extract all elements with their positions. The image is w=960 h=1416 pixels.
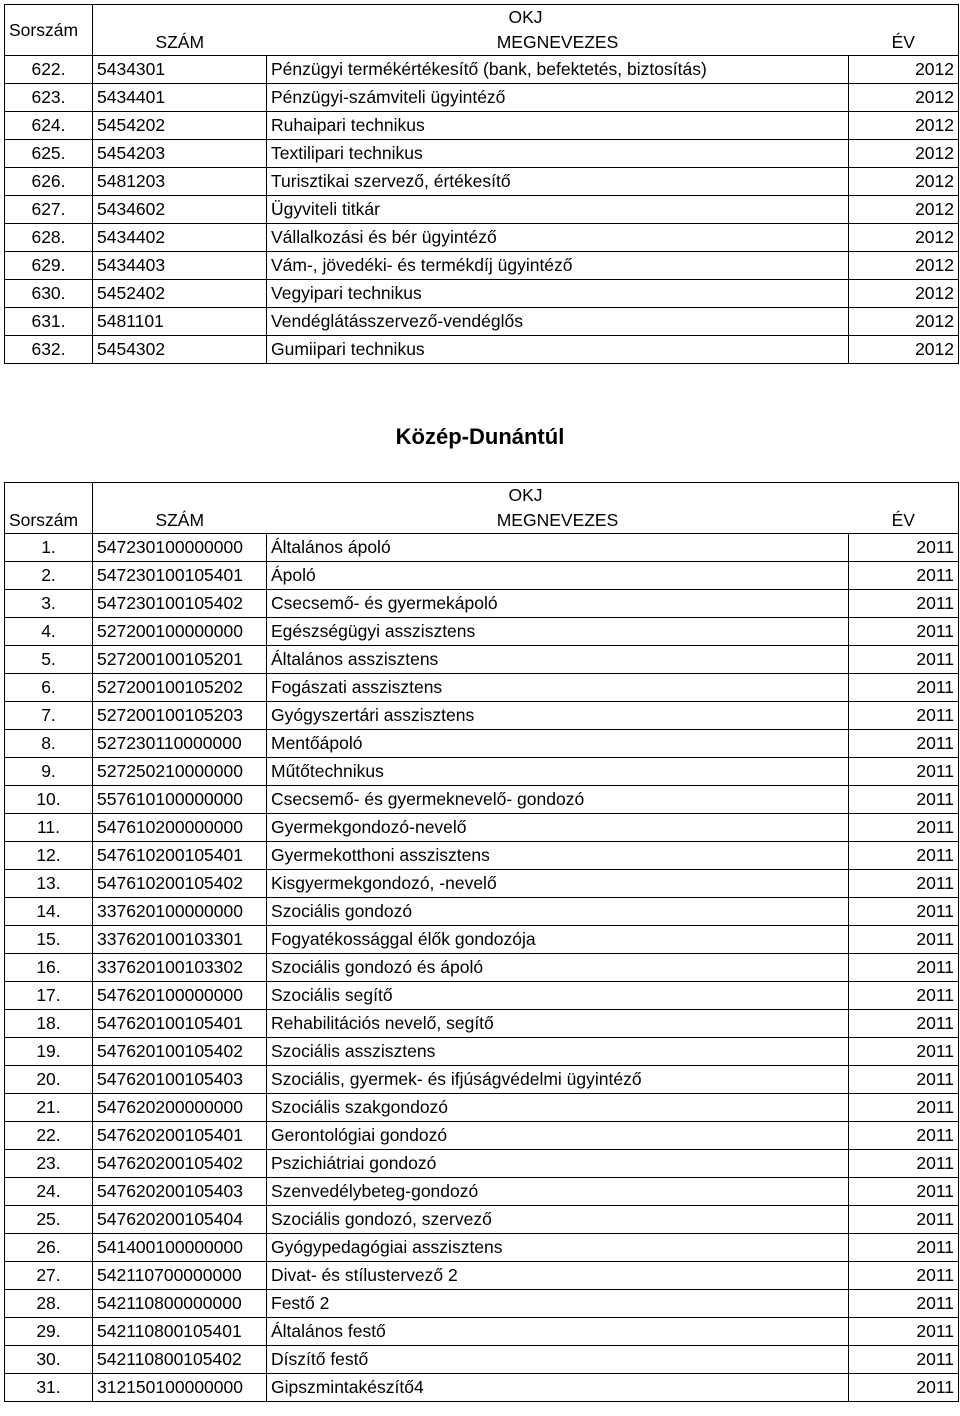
- row-number: 16.: [5, 954, 93, 982]
- row-number: 19.: [5, 1038, 93, 1066]
- row-year: 2011: [849, 702, 959, 730]
- row-year: 2011: [849, 590, 959, 618]
- table-row: [5, 1178, 959, 1206]
- row-name: Szenvedélybeteg-gondozó: [267, 1178, 849, 1206]
- header-ev: ÉV: [849, 508, 959, 534]
- row-year: 2012: [849, 252, 959, 280]
- header-spacer: [5, 483, 93, 509]
- table-row: [5, 1150, 959, 1178]
- table-header-row: [5, 483, 959, 509]
- row-year: 2011: [849, 1150, 959, 1178]
- row-okj-code: 5452402: [93, 280, 267, 308]
- table-row: [5, 870, 959, 898]
- table-row: [5, 1234, 959, 1262]
- row-number: 7.: [5, 702, 93, 730]
- row-year: 2011: [849, 786, 959, 814]
- table-row: [5, 982, 959, 1010]
- header-szam: SZÁM: [93, 508, 267, 534]
- row-okj-code: 527200100105203: [93, 702, 267, 730]
- table-row: [5, 702, 959, 730]
- row-number: 631.: [5, 308, 93, 336]
- table-row: [5, 280, 959, 308]
- row-year: 2011: [849, 954, 959, 982]
- row-okj-code: 542110800105402: [93, 1346, 267, 1374]
- row-year: 2011: [849, 1290, 959, 1318]
- row-number: 630.: [5, 280, 93, 308]
- row-okj-code: 527250210000000: [93, 758, 267, 786]
- table-row: [5, 758, 959, 786]
- row-name: Ápoló: [267, 562, 849, 590]
- row-name: Általános festő: [267, 1318, 849, 1346]
- row-okj-code: 547610200000000: [93, 814, 267, 842]
- row-name: Pszichiátriai gondozó: [267, 1150, 849, 1178]
- table-row: [5, 954, 959, 982]
- row-okj-code: 547620100105403: [93, 1066, 267, 1094]
- row-okj-code: 542110800000000: [93, 1290, 267, 1318]
- row-year: 2011: [849, 814, 959, 842]
- table-row: [5, 56, 959, 84]
- table-row: [5, 590, 959, 618]
- row-okj-code: 542110800105401: [93, 1318, 267, 1346]
- table-row: [5, 786, 959, 814]
- row-year: 2012: [849, 224, 959, 252]
- row-number: 26.: [5, 1234, 93, 1262]
- row-number: 5.: [5, 646, 93, 674]
- table-row: [5, 1318, 959, 1346]
- row-name: Csecsemő- és gyermeknevelő- gondozó: [267, 786, 849, 814]
- table-row: [5, 1094, 959, 1122]
- table-row: [5, 1038, 959, 1066]
- table-header-row: [5, 5, 959, 31]
- table-row: [5, 140, 959, 168]
- row-year: 2011: [849, 1206, 959, 1234]
- row-name: Szociális gondozó és ápoló: [267, 954, 849, 982]
- row-name: Szociális asszisztens: [267, 1038, 849, 1066]
- table-row: [5, 308, 959, 336]
- row-year: 2011: [849, 982, 959, 1010]
- row-year: 2011: [849, 1318, 959, 1346]
- header-megnevezes: MEGNEVEZES: [267, 30, 849, 56]
- row-okj-code: 547620200105403: [93, 1178, 267, 1206]
- row-number: 622.: [5, 56, 93, 84]
- row-number: 624.: [5, 112, 93, 140]
- row-number: 8.: [5, 730, 93, 758]
- row-number: 29.: [5, 1318, 93, 1346]
- row-okj-code: 527200100105202: [93, 674, 267, 702]
- row-year: 2011: [849, 1346, 959, 1374]
- table-row: [5, 814, 959, 842]
- table-row: [5, 1066, 959, 1094]
- row-year: 2011: [849, 674, 959, 702]
- row-okj-code: 5454202: [93, 112, 267, 140]
- row-name: Gumiipari technikus: [267, 336, 849, 364]
- table-row: [5, 1290, 959, 1318]
- row-name: Szociális, gyermek- és ifjúságvédelmi ügyintéző: [267, 1066, 849, 1094]
- row-okj-code: 547230100105401: [93, 562, 267, 590]
- row-name: Szociális segítő: [267, 982, 849, 1010]
- row-okj-code: 5454302: [93, 336, 267, 364]
- row-name: Gyógyszertári asszisztens: [267, 702, 849, 730]
- row-year: 2012: [849, 56, 959, 84]
- row-year: 2011: [849, 758, 959, 786]
- table-row: [5, 1346, 959, 1374]
- table-row: [5, 534, 959, 562]
- row-okj-code: 547230100105402: [93, 590, 267, 618]
- row-okj-code: 547620100105402: [93, 1038, 267, 1066]
- row-name: Gipszmintakészítő4: [267, 1374, 849, 1402]
- row-name: Pénzügyi termékértékesítő (bank, befektetés, biztosítás): [267, 56, 849, 84]
- row-okj-code: 547620200105402: [93, 1150, 267, 1178]
- row-number: 629.: [5, 252, 93, 280]
- row-name: Díszítő festő: [267, 1346, 849, 1374]
- table-row: [5, 252, 959, 280]
- header-okj: OKJ: [508, 485, 543, 505]
- table-row: [5, 1010, 959, 1038]
- row-okj-code: 337620100103302: [93, 954, 267, 982]
- row-number: 23.: [5, 1150, 93, 1178]
- row-year: 2011: [849, 1178, 959, 1206]
- table-row: [5, 646, 959, 674]
- row-number: 625.: [5, 140, 93, 168]
- row-year: 2011: [849, 898, 959, 926]
- row-year: 2012: [849, 112, 959, 140]
- header-ev: ÉV: [849, 30, 959, 56]
- row-number: 6.: [5, 674, 93, 702]
- row-name: Gyógypedagógiai asszisztens: [267, 1234, 849, 1262]
- row-okj-code: 542110700000000: [93, 1262, 267, 1290]
- row-year: 2012: [849, 280, 959, 308]
- row-number: 15.: [5, 926, 93, 954]
- row-name: Divat- és stílustervező 2: [267, 1262, 849, 1290]
- row-okj-code: 557610100000000: [93, 786, 267, 814]
- row-year: 2011: [849, 730, 959, 758]
- row-name: Turisztikai szervező, értékesítő: [267, 168, 849, 196]
- region-title: Közép-Dunántúl: [395, 424, 565, 449]
- row-okj-code: 312150100000000: [93, 1374, 267, 1402]
- table-row: [5, 730, 959, 758]
- table-row: [5, 618, 959, 646]
- table-row: [5, 112, 959, 140]
- row-year: 2012: [849, 140, 959, 168]
- row-number: 13.: [5, 870, 93, 898]
- row-name: Gyermekotthoni asszisztens: [267, 842, 849, 870]
- row-number: 10.: [5, 786, 93, 814]
- okj-table-upper: [4, 4, 959, 364]
- row-name: Általános asszisztens: [267, 646, 849, 674]
- row-number: 623.: [5, 84, 93, 112]
- row-year: 2011: [849, 1262, 959, 1290]
- row-year: 2011: [849, 534, 959, 562]
- row-name: Gyermekgondozó-nevelő: [267, 814, 849, 842]
- row-number: 20.: [5, 1066, 93, 1094]
- table-row: [5, 1122, 959, 1150]
- row-year: 2011: [849, 562, 959, 590]
- row-year: 2011: [849, 1094, 959, 1122]
- row-year: 2011: [849, 646, 959, 674]
- table-row: [5, 1262, 959, 1290]
- row-okj-code: 527200100105201: [93, 646, 267, 674]
- row-number: 17.: [5, 982, 93, 1010]
- table-row: [5, 168, 959, 196]
- row-number: 21.: [5, 1094, 93, 1122]
- row-number: 14.: [5, 898, 93, 926]
- row-number: 627.: [5, 196, 93, 224]
- table-row: [5, 562, 959, 590]
- table-row: [5, 84, 959, 112]
- row-year: 2011: [849, 1374, 959, 1402]
- row-number: 626.: [5, 168, 93, 196]
- header-megnevezes: MEGNEVEZES: [267, 508, 849, 534]
- row-year: 2012: [849, 196, 959, 224]
- table-header-row: [5, 508, 959, 534]
- row-okj-code: 527200100000000: [93, 618, 267, 646]
- row-number: 11.: [5, 814, 93, 842]
- table-body: [5, 56, 959, 364]
- row-number: 27.: [5, 1262, 93, 1290]
- row-name: Gerontológiai gondozó: [267, 1122, 849, 1150]
- table-row: [5, 1206, 959, 1234]
- row-okj-code: 5434301: [93, 56, 267, 84]
- row-okj-code: 547620100000000: [93, 982, 267, 1010]
- row-number: 28.: [5, 1290, 93, 1318]
- row-name: Csecsemő- és gyermekápoló: [267, 590, 849, 618]
- row-number: 18.: [5, 1010, 93, 1038]
- row-name: Mentőápoló: [267, 730, 849, 758]
- row-name: Rehabilitációs nevelő, segítő: [267, 1010, 849, 1038]
- row-okj-code: 5434602: [93, 196, 267, 224]
- row-name: Általános ápoló: [267, 534, 849, 562]
- row-number: 22.: [5, 1122, 93, 1150]
- row-name: Kisgyermekgondozó, -nevelő: [267, 870, 849, 898]
- row-year: 2012: [849, 168, 959, 196]
- table-row: [5, 898, 959, 926]
- table-body: [5, 534, 959, 1402]
- row-name: Fogyatékossággal élők gondozója: [267, 926, 849, 954]
- row-name: Vegyipari technikus: [267, 280, 849, 308]
- row-number: 628.: [5, 224, 93, 252]
- row-number: 25.: [5, 1206, 93, 1234]
- row-okj-code: 5454203: [93, 140, 267, 168]
- row-number: 4.: [5, 618, 93, 646]
- row-year: 2011: [849, 1234, 959, 1262]
- row-okj-code: 541400100000000: [93, 1234, 267, 1262]
- row-year: 2011: [849, 1038, 959, 1066]
- row-name: Ügyviteli titkár: [267, 196, 849, 224]
- header-sorszam: Sorszám: [5, 5, 93, 56]
- table-row: [5, 196, 959, 224]
- row-name: Vállalkozási és bér ügyintéző: [267, 224, 849, 252]
- table-row: [5, 336, 959, 364]
- row-year: 2011: [849, 618, 959, 646]
- row-name: Festő 2: [267, 1290, 849, 1318]
- row-year: 2011: [849, 1122, 959, 1150]
- table-row: [5, 224, 959, 252]
- row-year: 2011: [849, 1066, 959, 1094]
- row-okj-code: 5434401: [93, 84, 267, 112]
- row-name: Műtőtechnikus: [267, 758, 849, 786]
- row-okj-code: 5481101: [93, 308, 267, 336]
- row-okj-code: 547610200105402: [93, 870, 267, 898]
- header-okj: OKJ: [508, 7, 543, 27]
- row-number: 2.: [5, 562, 93, 590]
- row-name: Egészségügyi asszisztens: [267, 618, 849, 646]
- header-sorszam: Sorszám: [5, 508, 93, 534]
- row-number: 3.: [5, 590, 93, 618]
- row-name: Vendéglátásszervező-vendéglős: [267, 308, 849, 336]
- row-year: 2011: [849, 870, 959, 898]
- row-year: 2011: [849, 1010, 959, 1038]
- row-okj-code: 547610200105401: [93, 842, 267, 870]
- row-number: 12.: [5, 842, 93, 870]
- okj-table-kozep-dunantul: [4, 482, 959, 1402]
- row-okj-code: 337620100000000: [93, 898, 267, 926]
- row-year: 2011: [849, 926, 959, 954]
- row-okj-code: 547230100000000: [93, 534, 267, 562]
- row-okj-code: 5434402: [93, 224, 267, 252]
- header-szam: SZÁM: [93, 30, 267, 56]
- row-okj-code: 547620100105401: [93, 1010, 267, 1038]
- row-year: 2012: [849, 84, 959, 112]
- table-row: [5, 1374, 959, 1402]
- row-name: Fogászati asszisztens: [267, 674, 849, 702]
- row-name: Vám-, jövedéki- és termékdíj ügyintéző: [267, 252, 849, 280]
- row-number: 30.: [5, 1346, 93, 1374]
- row-okj-code: 547620200000000: [93, 1094, 267, 1122]
- table-header-row: [5, 30, 959, 56]
- row-okj-code: 337620100103301: [93, 926, 267, 954]
- row-name: Szociális szakgondozó: [267, 1094, 849, 1122]
- table-row: [5, 842, 959, 870]
- row-year: 2011: [849, 842, 959, 870]
- row-number: 1.: [5, 534, 93, 562]
- row-okj-code: 547620200105401: [93, 1122, 267, 1150]
- table-row: [5, 926, 959, 954]
- row-okj-code: 5434403: [93, 252, 267, 280]
- table-row: [5, 674, 959, 702]
- row-okj-code: 527230110000000: [93, 730, 267, 758]
- row-okj-code: 547620200105404: [93, 1206, 267, 1234]
- row-name: Szociális gondozó, szervező: [267, 1206, 849, 1234]
- row-number: 31.: [5, 1374, 93, 1402]
- row-name: Ruhaipari technikus: [267, 112, 849, 140]
- row-year: 2012: [849, 308, 959, 336]
- row-name: Pénzügyi-számviteli ügyintéző: [267, 84, 849, 112]
- row-name: Szociális gondozó: [267, 898, 849, 926]
- row-number: 632.: [5, 336, 93, 364]
- row-name: Textilipari technikus: [267, 140, 849, 168]
- row-number: 24.: [5, 1178, 93, 1206]
- row-year: 2012: [849, 336, 959, 364]
- row-okj-code: 5481203: [93, 168, 267, 196]
- row-number: 9.: [5, 758, 93, 786]
